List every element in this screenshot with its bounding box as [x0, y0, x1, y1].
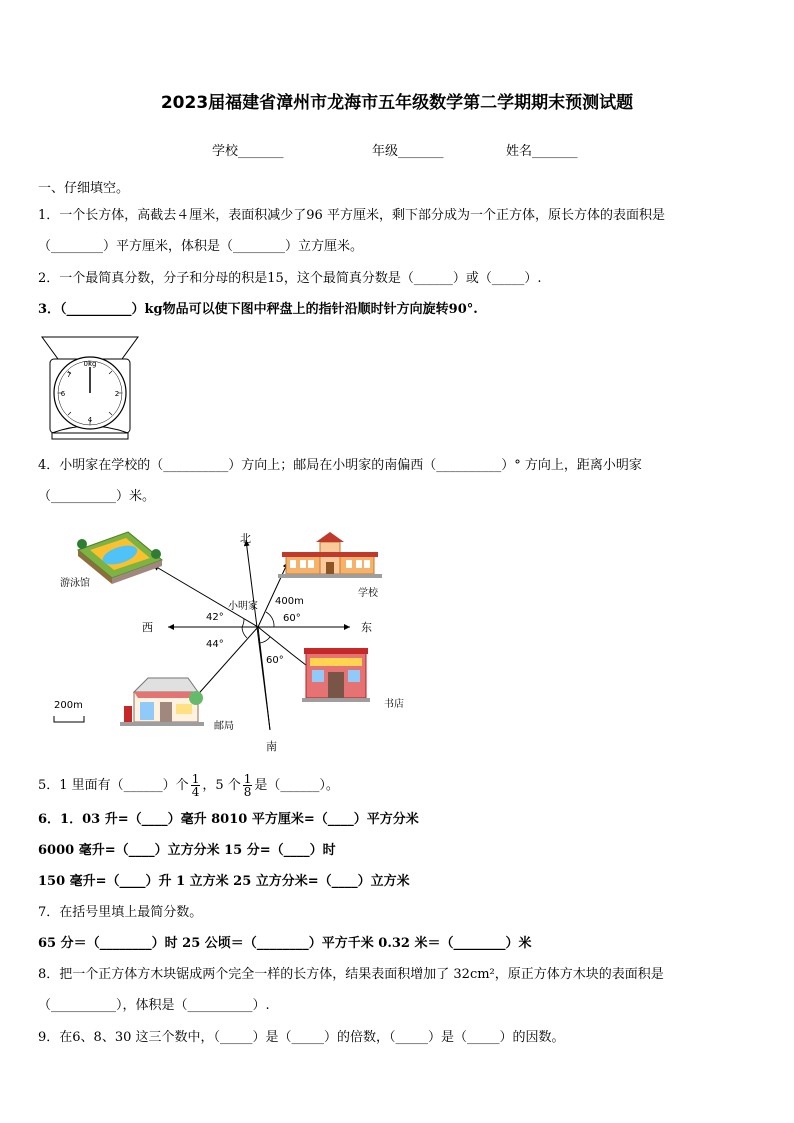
scale-number-4: 4 — [87, 416, 93, 424]
post-label: 邮局 — [214, 721, 234, 732]
post-office-illustration — [120, 678, 204, 726]
question-4-line-1: 4．小明家在学校的（__________）方向上；邮局在小明家的南偏西（__________）° 方向上，距离小明家 — [38, 458, 642, 473]
east-label: 东 — [361, 621, 372, 634]
name-field: 姓名_______ — [506, 144, 578, 159]
fraction-denominator: 8 — [243, 785, 252, 799]
scale-unit-label: 0kg — [83, 360, 97, 368]
scale-number-2: 2 — [114, 390, 120, 398]
fraction-denominator: 4 — [191, 785, 200, 799]
question-5 — [38, 773, 339, 798]
home-label: 小明家 — [228, 601, 258, 612]
bookstore-illustration — [302, 648, 370, 702]
question-7-line-2: 65 分＝（________）时 25 公顷＝（________）平方千米 0.32 米＝（________）米 — [38, 936, 532, 951]
south-axis — [258, 627, 270, 730]
page-title: 2023届福建省漳州市龙海市五年级数学第二学期期末预测试题 — [160, 93, 634, 113]
question-6-line-1: 6．1．03 升=（____）毫升 8010 平方厘米=（____）平方分米 — [38, 812, 419, 827]
question-5-part-c: 是（______）。 — [254, 778, 339, 793]
question-4-line-2: （__________）米。 — [38, 489, 156, 504]
west-label: 西 — [142, 621, 153, 634]
angle-arc-1 — [242, 619, 244, 627]
kitchen-scale-figure — [38, 333, 142, 441]
question-1-line-1: 1．一个长方体，高截去４厘米，表面积减少了96 平方厘米，剩下部分成为一个正方体，原长方体的表面积是 — [38, 208, 665, 223]
scale-bar-label: 200m — [54, 700, 83, 711]
post-ray — [193, 627, 258, 700]
direction-map-figure — [38, 520, 438, 758]
angle-label-44: 44° — [206, 639, 224, 650]
bookstore-label: 书店 — [384, 699, 404, 710]
fraction-numerator: 1 — [191, 772, 200, 786]
question-5-part-b: ，5 个 — [202, 778, 241, 793]
north-label: 北 — [240, 532, 251, 545]
question-3: 3．（__________）kg物品可以使下图中秤盘上的指针沿顺时针方向旋转90°. — [38, 302, 478, 317]
question-9: 9．在6、8、30 这三个数中，（_____）是（_____）的倍数，（_____）是（_____）的因数。 — [38, 1030, 565, 1045]
bookstore-ray-a — [258, 627, 293, 655]
angle-label-42: 42° — [206, 612, 224, 623]
school-illustration — [278, 532, 382, 578]
question-6-line-2: 6000 毫升=（____）立方分米 15 分=（____）时 — [38, 843, 336, 858]
school-label: 学校 — [358, 588, 378, 599]
question-5-part-a: 5．1 里面有（______）个 — [38, 778, 189, 793]
question-2: 2．一个最简真分数，分子和分母的积是15，这个最简真分数是（______）或（_____）. — [38, 271, 542, 286]
school-field: 学校_______ — [212, 144, 284, 159]
angle-arc-2 — [266, 612, 274, 627]
scale-bar — [54, 716, 84, 722]
angle-label-60-top: 60° — [283, 613, 301, 624]
section-heading: 一、仔细填空。 — [38, 181, 130, 196]
scale-pan — [42, 337, 138, 359]
grade-field: 年级_______ — [372, 144, 444, 159]
angle-arc-4 — [260, 637, 270, 643]
angle-label-60-bottom: 60° — [266, 655, 284, 666]
question-8-line-1: 8．把一个正方体方木块锯成两个完全一样的长方体，结果表面积增加了 32cm²，原正方体方木块的表面积是 — [38, 967, 664, 982]
question-8-line-2: （__________），体积是（__________）. — [38, 998, 270, 1013]
south-label: 南 — [266, 740, 277, 753]
question-7-line-1: 7．在括号里填上最简分数。 — [38, 905, 203, 920]
pool-illustration — [77, 532, 162, 584]
angle-arc-3 — [242, 627, 247, 638]
scale-number-7: 7 — [66, 371, 72, 379]
fraction-numerator: 1 — [243, 772, 252, 786]
pool-label: 游泳馆 — [60, 578, 90, 589]
question-6-line-3: 150 毫升=（____）升 1 立方米 25 立方分米=（____）立方米 — [38, 874, 410, 889]
fraction-one-quarter — [191, 773, 201, 798]
distance-label: 400m — [275, 596, 304, 607]
question-1-line-2: （________）平方厘米，体积是（________）立方厘米。 — [38, 239, 364, 254]
fraction-one-eighth — [243, 773, 253, 798]
scale-number-6: 6 — [60, 390, 66, 398]
